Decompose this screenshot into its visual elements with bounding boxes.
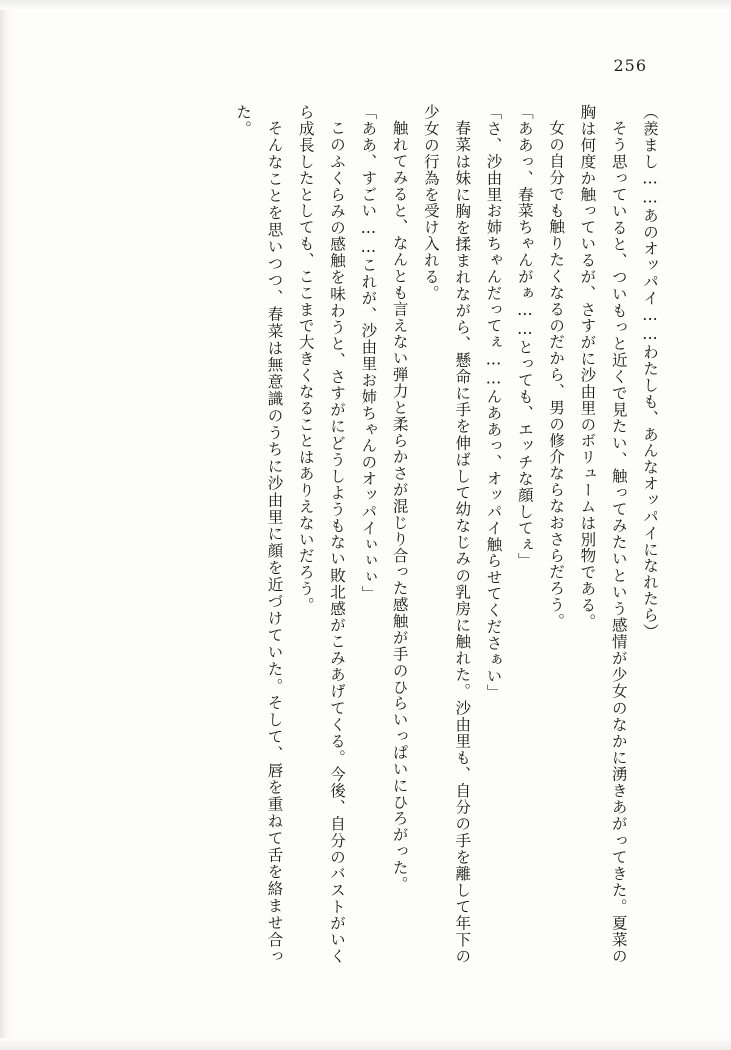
paragraph: 「ああ、すごい……これが、沙由里お姉ちゃんのオッパイぃぃぃ」 (359, 104, 378, 602)
paragraph: そんなことを思いつつ、春菜は無意識のうちに沙由里に顔を近づけていた。そして、唇を重ねて舌を絡ませ合った。 (234, 104, 284, 964)
paragraph: 女の自分でも触りたくなるのだから、男の修介ならなおさらだろう。 (547, 119, 566, 629)
paragraph: そう思っていると、ついもっと近くで見たい、触ってみたいという感情が少女のなかに湧きあがってきた。夏菜の胸は何度か触っているが、さすがに沙由里のボリュームは別物である。 (578, 104, 628, 964)
paragraph: 「さ、沙由里お姉ちゃんだってぇ……んああっ、オッパイ触らせてくださぁい」 (484, 104, 503, 701)
scan-edge-bottom (0, 1038, 731, 1050)
paragraph: 「ああっ、春菜ちゃんがぁ……とっても、エッチな顔してぇ」 (515, 104, 534, 570)
scan-edge-top (0, 0, 731, 10)
paragraph: 春菜は妹に胸を揉まれながら、懸命に手を伸ばして幼なじみの乳房に触れた。沙由里も、自分の手を離して年下の少女の行為を受け入れる。 (421, 104, 472, 964)
paragraph: このふくらみの感触を味わうと、さすがにどうしようもない敗北感がこみあげてくる。今後、自分のバストがいくら成長したとしても、ここまで大きくなることはありえないだろう。 (296, 104, 347, 964)
page-number: 256 (613, 56, 647, 75)
paragraph: （羨まし……あのオッパイ……わたしも、あんなオッパイになれたら） (641, 104, 659, 640)
paragraph: 触れてみると、なんとも言えない弾力と柔らかさが混じり合った感触が手のひらいっぱいにひろがった。 (390, 119, 409, 892)
scan-edge-left (0, 0, 14, 1050)
body-text (62, 104, 665, 964)
